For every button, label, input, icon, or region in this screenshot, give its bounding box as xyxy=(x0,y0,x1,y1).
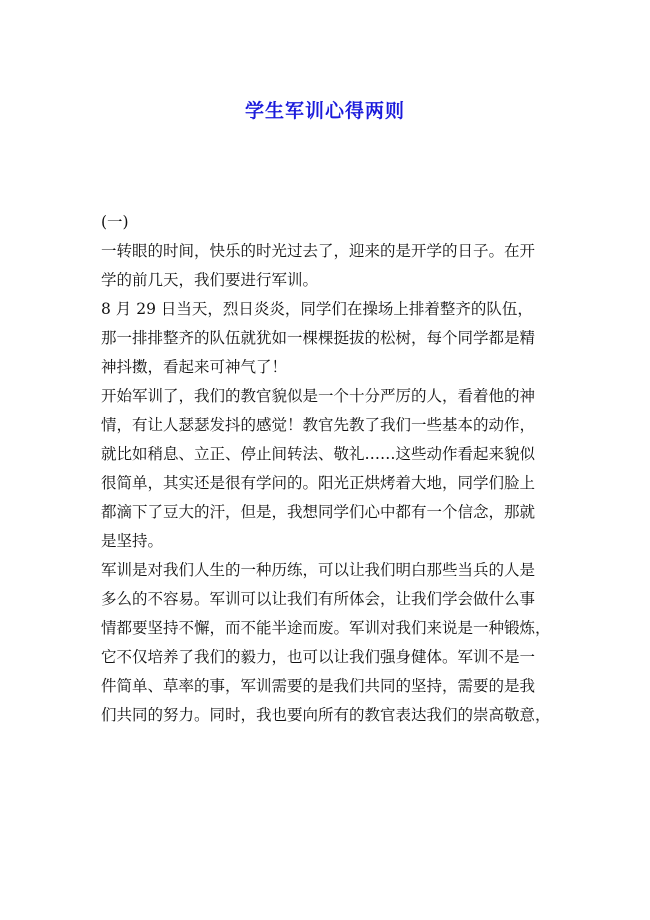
text-line: 件简单、草率的事，军训需要的是我们共同的坚持，需要的是我 xyxy=(101,677,536,695)
document-body xyxy=(101,208,561,730)
text-line: 是坚持。 xyxy=(101,532,164,550)
section-heading: (一) xyxy=(101,213,129,231)
text-line: 很简单，其实还是很有学问的。阳光正烘烤着大地，同学们脸上 xyxy=(101,474,536,492)
document-title: 学生军训心得两则 xyxy=(244,100,405,122)
text-line: 情都要坚持不懈，而不能半途而废。军训对我们来说是一种锻炼， xyxy=(101,619,551,637)
text-line: 情，有让人瑟瑟发抖的感觉！教官先教了我们一些基本的动作， xyxy=(101,416,536,434)
text-line: 学的前几天，我们要进行军训。 xyxy=(101,271,319,289)
text-line: 它不仅培养了我们的毅力，也可以让我们强身健体。军训不是一 xyxy=(101,648,536,666)
text-line: 都滴下了豆大的汗，但是，我想同学们心中都有一个信念，那就 xyxy=(101,503,536,521)
text-line: 就比如稍息、立正、停止间转法、敬礼……这些动作看起来貌似 xyxy=(101,445,536,463)
text-line: 多么的不容易。军训可以让我们有所体会，让我们学会做什么事 xyxy=(101,590,536,608)
text-line: 一转眼的时间，快乐的时光过去了，迎来的是开学的日子。在开 xyxy=(101,242,536,260)
text-line: 们共同的努力。同时，我也要向所有的教官表达我们的崇高敬意， xyxy=(101,706,551,724)
text-line: 军训是对我们人生的一种历练，可以让我们明白那些当兵的人是 xyxy=(101,561,536,579)
text-line: 那一排排整齐的队伍就犹如一棵棵挺拔的松树，每个同学都是精 xyxy=(101,329,536,347)
text-line: 神抖擞，看起来可神气了！ xyxy=(101,358,288,376)
text-line: 8 月 29 日当天，烈日炎炎，同学们在操场上排着整齐的队伍， xyxy=(101,300,533,318)
text-line: 开始军训了，我们的教官貌似是一个十分严厉的人，看着他的神 xyxy=(101,387,536,405)
